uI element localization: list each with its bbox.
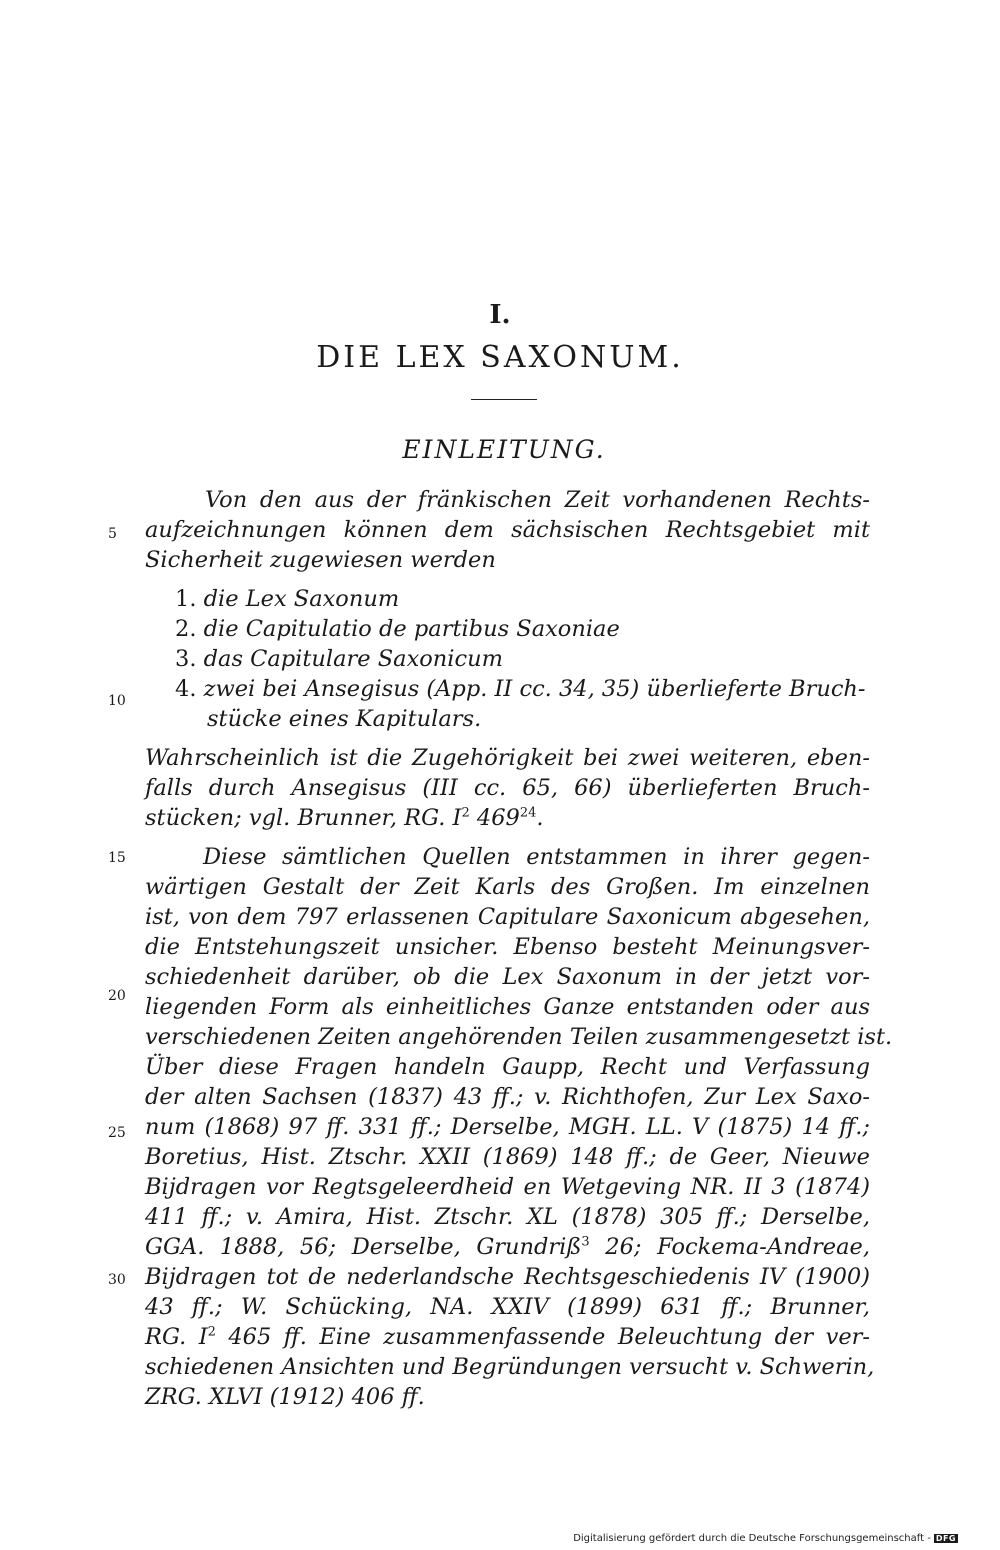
list-item-text: zwei bei Ansegisus (App. II cc. 34, 35) überlieferte Bruch- <box>203 676 866 702</box>
footer-text: Digitalisierung gefördert durch die Deutsche Forschungsgemeinschaft - <box>573 1533 931 1544</box>
text-line: ZRG. XLVI (1912) 406 ff. <box>145 1384 425 1410</box>
dfg-logo: DFG <box>935 1534 956 1543</box>
list-item-text: das Capitulare Saxonicum <box>203 646 503 672</box>
text-segment: 26; Fockema-Andreae, <box>589 1234 870 1260</box>
text-line: Boretius, Hist. Ztschr. XXII (1869) 148 ff.; de Geer, Nieuwe <box>145 1144 870 1170</box>
section-subtitle: EINLEITUNG. <box>402 435 606 464</box>
superscript: 2 <box>461 805 470 821</box>
chapter-title: DIE LEX SAXONUM. <box>316 340 684 375</box>
list-item-number: 3. <box>175 646 197 672</box>
chapter-number: I. <box>489 300 511 330</box>
list-item <box>145 584 870 614</box>
text-line <box>145 1322 870 1352</box>
list-item <box>145 614 870 644</box>
text-line: Bijdragen tot de nederlandsche Rechtsgeschiedenis IV (1900) <box>145 1264 870 1290</box>
superscript: 3 <box>581 1234 590 1250</box>
text-segment: . <box>536 805 544 831</box>
text-line: Wahrscheinlich ist die Zugehörigkeit bei zwei weiteren, eben- <box>145 745 870 771</box>
text-segment: 469 <box>469 805 520 831</box>
body-text <box>145 485 893 1412</box>
text-line: 43 ff.; W. Schücking, NA. XXIV (1899) 631 ff.; Brunner, <box>145 1294 870 1320</box>
text-line: aufzeichnungen können dem sächsischen Rechtsgebiet mit <box>145 517 870 543</box>
text-line: Über diese Fragen handeln Gaupp, Recht und Verfassung <box>145 1054 870 1080</box>
text-line: schiedenen Ansichten und Begründungen versucht v. Schwerin, <box>145 1354 875 1380</box>
line-number: 15 <box>108 850 126 866</box>
text-line: Diese sämtlichen Quellen entstammen in ihrer gegen- <box>203 844 870 870</box>
list-item-continuation: stücke eines Kapitulars. <box>207 706 482 732</box>
text-line: Von den aus der fränkischen Zeit vorhandenen Rechts- <box>205 487 870 513</box>
text-line: Bijdragen vor Regtsgeleerdheid en Wetgeving NR. II 3 (1874) <box>145 1174 870 1200</box>
text-segment: 465 ff. Eine zusammenfassende Beleuchtung der ver- <box>215 1324 870 1350</box>
text-line: liegenden Form als einheitliches Ganze entstanden oder aus <box>145 994 870 1020</box>
text-line: ist, von dem 797 erlassenen Capitulare Saxonicum abgesehen, <box>145 904 870 930</box>
text-line: num (1868) 97 ff. 331 ff.; Derselbe, MGH. LL. V (1875) 14 ff.; <box>145 1114 870 1140</box>
text-line <box>145 1232 870 1262</box>
line-number: 20 <box>108 988 126 1004</box>
line-number: 30 <box>108 1272 126 1288</box>
title-divider <box>471 399 537 400</box>
list-item <box>145 674 870 704</box>
text-line: der alten Sachsen (1837) 43 ff.; v. Richthofen, Zur Lex Saxo- <box>145 1084 870 1110</box>
text-line: falls durch Ansegisus (III cc. 65, 66) überlieferten Bruch- <box>145 775 870 801</box>
list-item-number: 1. <box>175 586 197 612</box>
text-line: Sicherheit zugewiesen werden <box>145 547 496 573</box>
digitization-footer <box>573 1533 958 1544</box>
line-number: 10 <box>108 693 126 709</box>
list-item <box>145 644 870 674</box>
text-line: wärtigen Gestalt der Zeit Karls des Großen. Im einzelnen <box>145 874 870 900</box>
list-item-text: die Capitulatio de partibus Saxoniae <box>203 616 620 642</box>
list-item-text: die Lex Saxonum <box>203 586 400 612</box>
line-number: 25 <box>108 1125 126 1141</box>
text-line: 411 ff.; v. Amira, Hist. Ztschr. XL (1878) 305 ff.; Derselbe, <box>145 1204 870 1230</box>
text-line: die Entstehungszeit unsicher. Ebenso besteht Meinungsver- <box>145 934 870 960</box>
text-segment: stücken; vgl. Brunner, RG. I <box>145 805 462 831</box>
text-line: schiedenheit darüber, ob die Lex Saxonum in der jetzt vor- <box>145 964 870 990</box>
list-item-number: 2. <box>175 616 197 642</box>
text-line <box>145 803 870 833</box>
superscript: 2 <box>207 1324 216 1340</box>
text-segment: RG. I <box>145 1324 208 1350</box>
superscript: 24 <box>519 805 537 821</box>
text-segment: GGA. 1888, 56; Derselbe, Grundriß <box>145 1234 582 1260</box>
list-item-number: 4. <box>175 676 197 702</box>
line-number: 5 <box>108 526 117 542</box>
text-line: verschiedenen Zeiten angehörenden Teilen zusammengesetzt ist. <box>145 1024 893 1050</box>
